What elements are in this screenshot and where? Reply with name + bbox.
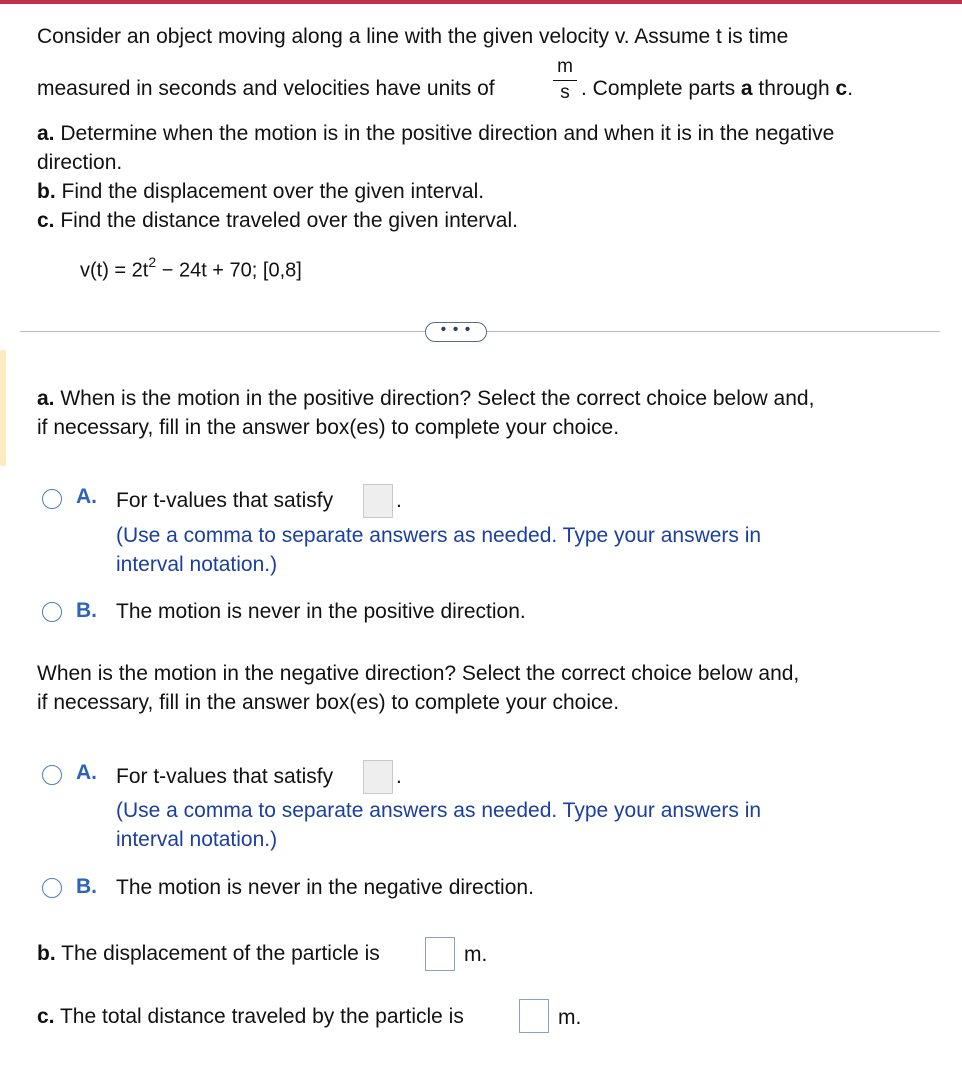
part-c-instruction (37, 209, 518, 233)
section-marker (0, 350, 6, 466)
fraction-bar (553, 80, 577, 81)
through-text: through (752, 77, 836, 100)
unit-denominator: s (560, 82, 570, 103)
equation-exponent: 2 (148, 254, 157, 270)
displacement-unit: m. (464, 943, 488, 966)
question-c (37, 1005, 464, 1029)
positive-hint-line-1: (Use a comma to separate answers as needed. Type your answers in (116, 524, 762, 547)
question-a-positive (37, 387, 814, 411)
negative-option-b-text: The motion is never in the negative direction. (116, 876, 534, 899)
question-b-text: The displacement of the particle is (55, 942, 380, 965)
negative-option-a-letter: A. (76, 761, 97, 784)
part-a-ref: a (740, 77, 753, 100)
velocity-equation (80, 256, 302, 283)
part-b-label: b. (37, 180, 56, 203)
positive-option-a-period: . (396, 489, 402, 512)
top-accent-bar (0, 0, 962, 4)
radio-positive-option-a[interactable] (42, 489, 62, 509)
unit-fraction (553, 57, 577, 103)
positive-option-b-text: The motion is never in the positive direction. (116, 600, 526, 623)
question-b-label: b. (37, 942, 56, 965)
positive-option-b-letter: B. (76, 599, 97, 622)
more-button[interactable]: • • • (425, 322, 487, 342)
question-a-label: a. (37, 387, 55, 410)
unit-numerator: m (557, 56, 573, 77)
part-b-text: Find the displacement over the given interval. (55, 180, 485, 203)
part-a-text: Determine when the motion is in the positive direction and when it is in the negative (54, 122, 835, 145)
problem-line-2-end (581, 77, 853, 101)
part-b-instruction (37, 180, 484, 204)
question-c-text: The total distance traveled by the particle is (54, 1005, 464, 1028)
negative-option-a-text: For t-values that satisfy (116, 765, 334, 788)
question-b (37, 942, 380, 966)
part-c-ref: c (835, 77, 848, 100)
negative-option-a-period: . (396, 765, 402, 788)
question-a-negative-cont: if necessary, fill in the answer box(es) to complete your choice. (37, 691, 620, 714)
positive-interval-input[interactable] (363, 484, 393, 518)
equation-left: v(t) = 2t (80, 259, 149, 282)
negative-hint-line-1: (Use a comma to separate answers as needed. Type your answers in (116, 799, 762, 822)
question-c-label: c. (37, 1005, 55, 1028)
part-c-text: Find the distance traveled over the given interval. (54, 209, 518, 232)
positive-option-a-text: For t-values that satisfy (116, 489, 334, 512)
problem-line-2 (37, 77, 495, 101)
radio-positive-option-b[interactable] (42, 602, 62, 622)
question-a-positive-cont: if necessary, fill in the answer box(es) to complete your choice. (37, 416, 620, 439)
question-a-text: When is the motion in the positive direction? Select the correct choice below and, (54, 387, 815, 410)
part-a-instruction (37, 122, 834, 146)
radio-negative-option-a[interactable] (42, 765, 62, 785)
positive-hint-line-2: interval notation.) (116, 553, 278, 576)
period: . (847, 77, 854, 100)
negative-hint-line-2: interval notation.) (116, 828, 278, 851)
distance-input[interactable] (519, 999, 549, 1033)
part-a-label: a. (37, 122, 55, 145)
question-a-negative: When is the motion in the negative direction? Select the correct choice below and, (37, 662, 800, 685)
part-a-instruction-cont: direction. (37, 151, 123, 174)
problem-line-2-text: measured in seconds and velocities have units of (37, 77, 495, 100)
negative-option-b-letter: B. (76, 875, 97, 898)
displacement-input[interactable] (425, 937, 455, 971)
distance-unit: m. (558, 1006, 582, 1029)
positive-option-a-letter: A. (76, 485, 97, 508)
problem-line-1: Consider an object moving along a line with the given velocity v. Assume t is time (37, 25, 789, 48)
part-c-label: c. (37, 209, 55, 232)
complete-parts-text: . Complete parts (581, 77, 741, 100)
radio-negative-option-b[interactable] (42, 878, 62, 898)
equation-right: − 24t + 70; [0,8] (156, 259, 302, 282)
negative-interval-input[interactable] (363, 760, 393, 794)
